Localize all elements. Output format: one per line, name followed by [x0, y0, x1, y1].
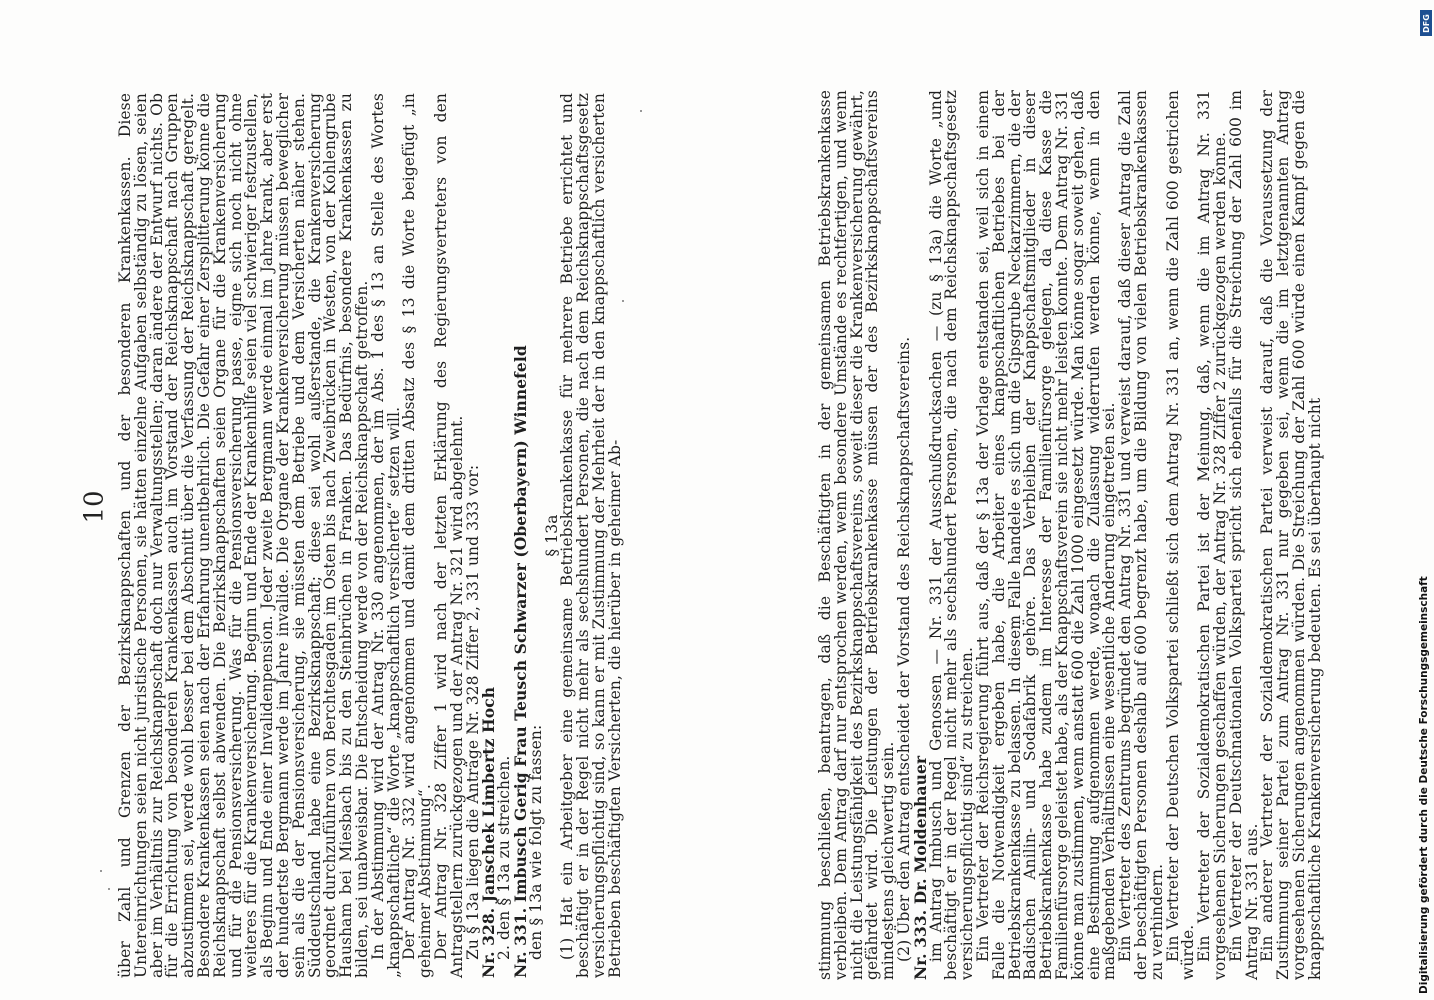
digitization-credit: Digitalisierung gefördert durch die Deutsche Forschungsgemeinschaft	[1418, 576, 1430, 994]
scan-speck	[622, 300, 624, 302]
scan-speck	[108, 888, 110, 890]
paragraph: Ein anderer Vertreter der Sozialdemokratischen Partei verweist darauf, daß die Voraussetzung der Zustimmung seiner Partei zum Antrag Nr. 331 nur gegeben sei, wenn die im letztgenannten Antrag vorgesehenen Sicherungen angenommen würden. Die Streichung der Zahl 600 würde einen Kampf gegen die knappschaftliche Krankenversicherung bedeuten. Es sei überhaupt nicht	[1258, 90, 1324, 980]
paragraph: Ein Vertreter der Sozialdemokratischen Partei ist der Meinung, daß, wenn die im Antrag Nr. 331 vorgesehenen Sicherungen geschaffen würden, der Antrag Nr. 328 Ziffer 2 zurückgezogen werden könne.	[1195, 90, 1229, 980]
paragraph: Zu § 13a liegen die Anträge Nr. 328 Ziffer 2, 331 und 333 vor:	[463, 464, 482, 960]
paragraph: Ein Vertreter der Deutschnationalen Volkspartei spricht sich ebenfalls für die Streichung der Zahl 600 im Antrag Nr. 331 aus.	[1226, 90, 1261, 980]
paragraph: stimmung beschließen, beantragen, daß die Beschäftigten in der gemeinsamen Betriebskrankenkasse verbleiben. Dem Antrag darf nur entsprochen werden, wenn besondere Umstände es rechtfertigen, und wenn nicht die Leistungsfähigkeit des Bezirksknappschaftsvereins, soweit dieser die Krankenversicherung gewährt, gefährdet wird. Die Leistungen der Betriebskrankenkasse müssen der des Bezirksknappschaftsvereins mindestens gleichwertig sein.	[816, 90, 898, 980]
paragraph: Der Antrag Nr. 332 wird angenommen und damit dem dritten Absatz des § 13 die Worte beigefügt „in geheimer Abstimmung“.	[400, 93, 435, 978]
dfg-logo: DFG	[1420, 10, 1432, 36]
page-number: 10	[79, 490, 110, 524]
section-heading: § 13a	[542, 514, 561, 557]
paragraph: Ein Vertreter des Zentrums begründet den Antrag Nr. 331 und verweist darauf, daß dieser Antrag die Zahl der beschäftigten Personen deshalb auf 600 begrenzt habe, um die Bildung von vielen Betriebskrankenkassen zu verhindern.	[1116, 90, 1166, 980]
paragraph: Ein Vertreter der Deutschen Volkspartei schließt sich dem Antrag Nr. 331 an, wenn die Zahl 600 gestrichen würde.	[1163, 90, 1198, 980]
scan-speck	[100, 870, 102, 872]
paragraph: (2) Über den Antrag entscheidet der Vorstand des Reichsknappschaftsvereins.	[894, 336, 913, 962]
paragraph: den § 13a wie folgt zu fassen:	[526, 724, 545, 960]
motion-heading: Nr. 328. Janschek Limbertz Hoch	[479, 686, 499, 978]
scan-speck	[640, 110, 642, 112]
right-column	[816, 90, 1324, 980]
paragraph: Der Antrag Nr. 328 Ziffer 1 wird nach der letzten Erklärung des Regierungsvertreters von den Antragstellern zurückgezogen und der Antrag Nr. 321 wird abgelehnt.	[431, 93, 466, 978]
paragraph: Ein Vertreter der Reichsregierung führt aus, daß der § 13a der Vorlage entstanden sei, weil sich in einem Falle die Notwendigkeit ergeben habe, die Arbeiter eines knappschaftlichen Betriebes bei der Betriebskrankenkasse zu belassen. In diesem Falle handele es sich um die Gipsgrube Neckarzimmern, die der Badischen Anilin- und Sodafabrik gehöre. Das Verbleiben der Knappschaftsmitglieder in dieser Betriebskrankenkasse habe zudem im Interesse der Familienfürsorge gelegen, da diese Kasse die Familienfürsorge geleistet habe, als der Knappschaftsverein sie nicht mehr leisten konnte. Dem Antrag Nr. 331 könne man zustimmen, wenn anstatt 600 die Zahl 1000 eingesetzt würde. Man könne sogar soweit gehen, daß eine Bestimmung aufgenommen werde, wonach die Zulassung widerrufen werden könne, wenn in den maßgebenden Verhältnissen eine wesentliche Änderung eingetreten sei.	[973, 90, 1119, 980]
motion-heading: Nr. 331. Imbusch Gerig Frau Teusch Schwarzer (Oberbayern) Winnefeld	[510, 345, 530, 978]
motion-heading: Nr. 333. Dr. Moldenhauer	[910, 755, 930, 980]
paragraph: 2. den § 13a zu streichen.	[495, 755, 514, 960]
paragraph: In der Abstimmung wird der Antrag Nr. 330 angenommen, der im Abs. 1 des § 13 an Stelle des Wortes „knappschaftliche“ die Worte „knappschaftlich versicherte“ setzen will.	[368, 93, 403, 978]
paragraph: im Antrag Imbusch und Genossen — Nr. 331 der Ausschußdrucksachen — (zu § 13a) die Worte „und beschäftigt er in der Regel nicht mehr als sechshundert Personen, die nach dem Reichsknappschaftsgesetz versicherungspflichtig sind“ zu streichen.	[926, 90, 977, 980]
left-column	[116, 93, 624, 978]
paragraph: (1) Hat ein Arbeitgeber eine gemeinsame Betriebskrankenkasse für mehrere Betriebe errichtet und beschäftigt er in der Regel nicht mehr als sechshundert Personen, die nach dem Reichsknappschaftsgesetz versicherungspflichtig sind, so kann er mit Zustimmung der Mehrheit der in den knappschaftlich versicherten Betrieben beschäftigten Versicherten, die hierüber in geheimer Ab-	[558, 93, 624, 978]
paragraph: über Zahl und Grenzen der Bezirksknappschaften und der besonderen Krankenkassen. Diese Untereinrichtungen seien nicht juristische Personen, sie hätten einzelne Aufgaben selbständig zu lösen, seien aber im Verhältnis zur Reichsknappschaft doch nur Verwaltungsstellen; daran ändere der Entwurf nichts. Ob für die Errichtung von besonderen Krankenkassen auch im Vorstand der Reichsknappschaft nach Gruppen abzustimmen sei, werde wohl besser bei dem Abschnitt über die Verfassung der Reichsknappschaft geregelt. Besondere Krankenkassen seien nach der Erfahrung unentbehrlich. Die Gefahr einer Zersplitterung könne die Reichsknappschaft selbst abwenden. Die Bezirksknappschaften seien Organe für die Krankenversicherung und für die Pensionsversicherung. Was für die Pensionsversicherung passe, eigne sich noch nicht ohne weiteres für die Krankenversicherung. Beginn und Ende der Krankenhilfe seien viel schwieriger festzustellen, als Beginn und Ende einer Invalidenpension. Jeder zweite Bergmann werde einmal im Jahre krank, aber erst der hundertste Bergmann werde im Jahre invalide. Die Organe der Krankenversicherung müssen beweglicher sein als die der Pensionsversicherung, sie müssten dem Betriebe und dem Versicherten näher stehen. Süddeutschland habe eine Bezirksknappschaft; diese sei wohl außerstande, die Krankenversicherung geordnet durchzuführen von Berchtesgaden im Osten bis nach Zweibrücken in Westen, von der Kohlengrube Hausham bei Miesbach bis zu den Steinbrüchen in Franken. Das Bedürfnis, besondere Krankenkassen zu bilden, sei unabweisbar. Die Entscheidung werde von der Reichsknappschaft getroffen.	[116, 93, 371, 978]
